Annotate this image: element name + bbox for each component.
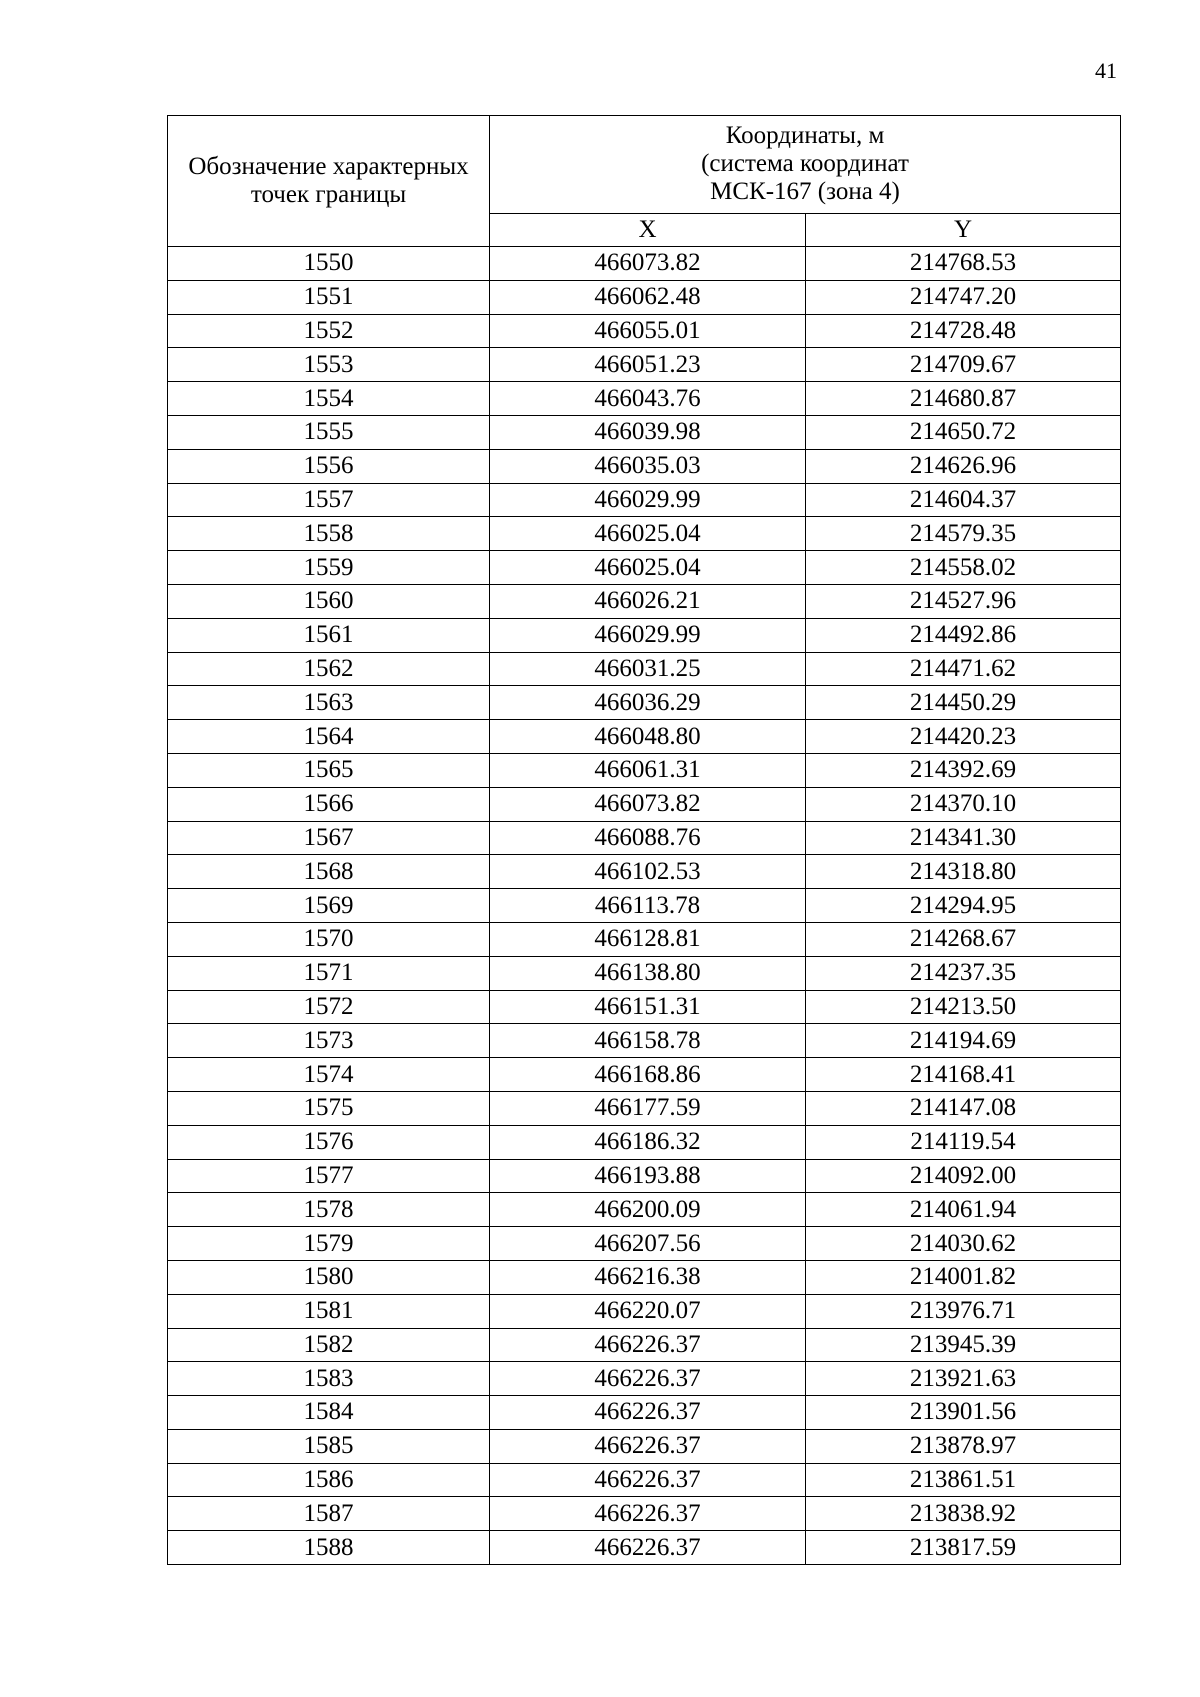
x-coordinate-cell: 466029.99	[490, 483, 806, 517]
table-row	[168, 382, 1121, 416]
table-row	[168, 1193, 1121, 1227]
table-row	[168, 449, 1121, 483]
y-coordinate-cell: 213901.56	[806, 1396, 1121, 1430]
y-coordinate-cell: 214147.08	[806, 1091, 1121, 1125]
y-coordinate-cell: 213838.92	[806, 1497, 1121, 1531]
y-coordinate-cell: 214626.96	[806, 449, 1121, 483]
point-cell: 1574	[168, 1058, 490, 1092]
table-row	[168, 1362, 1121, 1396]
x-coordinate-cell: 466226.37	[490, 1497, 806, 1531]
x-coordinate-cell: 466026.21	[490, 584, 806, 618]
x-coordinate-cell: 466216.38	[490, 1260, 806, 1294]
y-coordinate-cell: 214492.86	[806, 618, 1121, 652]
y-coordinate-cell: 213878.97	[806, 1429, 1121, 1463]
x-coordinate-cell: 466158.78	[490, 1024, 806, 1058]
table-row	[168, 1328, 1121, 1362]
y-coordinate-cell: 214450.29	[806, 686, 1121, 720]
point-cell: 1579	[168, 1227, 490, 1261]
x-coordinate-cell: 466031.25	[490, 652, 806, 686]
point-cell: 1572	[168, 990, 490, 1024]
x-coordinate-cell: 466102.53	[490, 855, 806, 889]
point-cell: 1552	[168, 314, 490, 348]
y-coordinate-cell: 214168.41	[806, 1058, 1121, 1092]
y-coordinate-cell: 214650.72	[806, 415, 1121, 449]
y-coordinate-cell: 214092.00	[806, 1159, 1121, 1193]
coordinates-table	[167, 115, 1121, 1565]
point-cell: 1566	[168, 787, 490, 821]
y-coordinate-cell: 214392.69	[806, 753, 1121, 787]
table-row	[168, 990, 1121, 1024]
table-row	[168, 889, 1121, 923]
x-coordinate-cell: 466025.04	[490, 517, 806, 551]
point-cell: 1551	[168, 280, 490, 314]
point-cell: 1570	[168, 922, 490, 956]
y-coordinate-cell: 214527.96	[806, 584, 1121, 618]
y-coordinate-cell: 213861.51	[806, 1463, 1121, 1497]
point-cell: 1583	[168, 1362, 490, 1396]
x-coordinate-cell: 466088.76	[490, 821, 806, 855]
point-cell: 1588	[168, 1531, 490, 1565]
point-cell: 1585	[168, 1429, 490, 1463]
y-coordinate-cell: 213921.63	[806, 1362, 1121, 1396]
point-cell: 1554	[168, 382, 490, 416]
y-coordinate-cell: 214768.53	[806, 247, 1121, 281]
table-row	[168, 280, 1121, 314]
table-row	[168, 753, 1121, 787]
point-cell: 1553	[168, 348, 490, 382]
y-coordinate-cell: 214579.35	[806, 517, 1121, 551]
table-row	[168, 483, 1121, 517]
point-cell: 1571	[168, 956, 490, 990]
point-cell: 1587	[168, 1497, 490, 1531]
table-row	[168, 720, 1121, 754]
point-cell: 1568	[168, 855, 490, 889]
x-coordinate-cell: 466036.29	[490, 686, 806, 720]
table-row	[168, 517, 1121, 551]
table-row	[168, 787, 1121, 821]
point-cell: 1556	[168, 449, 490, 483]
x-column-header: X	[490, 213, 806, 246]
point-cell: 1564	[168, 720, 490, 754]
x-coordinate-cell: 466226.37	[490, 1362, 806, 1396]
table-row	[168, 551, 1121, 585]
x-coordinate-cell: 466220.07	[490, 1294, 806, 1328]
y-coordinate-cell: 213817.59	[806, 1531, 1121, 1565]
x-coordinate-cell: 466226.37	[490, 1531, 806, 1565]
point-cell: 1558	[168, 517, 490, 551]
y-coordinate-cell: 214061.94	[806, 1193, 1121, 1227]
x-coordinate-cell: 466029.99	[490, 618, 806, 652]
table-header	[168, 116, 1121, 247]
x-coordinate-cell: 466025.04	[490, 551, 806, 585]
point-cell: 1563	[168, 686, 490, 720]
x-coordinate-cell: 466226.37	[490, 1429, 806, 1463]
x-coordinate-cell: 466226.37	[490, 1396, 806, 1430]
y-coordinate-cell: 214370.10	[806, 787, 1121, 821]
table-row	[168, 1429, 1121, 1463]
x-coordinate-cell: 466151.31	[490, 990, 806, 1024]
table-row	[168, 247, 1121, 281]
point-cell: 1584	[168, 1396, 490, 1430]
point-designation-header: Обозначение характерных точек границы	[168, 116, 490, 247]
x-coordinate-cell: 466128.81	[490, 922, 806, 956]
x-coordinate-cell: 466043.76	[490, 382, 806, 416]
table-row	[168, 686, 1121, 720]
table-row	[168, 1497, 1121, 1531]
table-row	[168, 821, 1121, 855]
y-coordinate-cell: 214680.87	[806, 382, 1121, 416]
point-cell: 1578	[168, 1193, 490, 1227]
x-coordinate-cell: 466048.80	[490, 720, 806, 754]
table-row	[168, 1463, 1121, 1497]
table-row	[168, 584, 1121, 618]
y-column-header: Y	[806, 213, 1121, 246]
page-number: 41	[1095, 58, 1117, 83]
y-coordinate-cell: 214318.80	[806, 855, 1121, 889]
point-cell: 1582	[168, 1328, 490, 1362]
table-row	[168, 1024, 1121, 1058]
point-cell: 1569	[168, 889, 490, 923]
point-cell: 1580	[168, 1260, 490, 1294]
table-row	[168, 1396, 1121, 1430]
point-cell: 1577	[168, 1159, 490, 1193]
y-coordinate-cell: 214268.67	[806, 922, 1121, 956]
y-coordinate-cell: 214237.35	[806, 956, 1121, 990]
coordinates-header-line: (система координат	[701, 150, 909, 178]
x-coordinate-cell: 466061.31	[490, 753, 806, 787]
table-row	[168, 1531, 1121, 1565]
table-row	[168, 618, 1121, 652]
y-coordinate-cell: 214709.67	[806, 348, 1121, 382]
table-row	[168, 922, 1121, 956]
table-row	[168, 348, 1121, 382]
table-row	[168, 1091, 1121, 1125]
table-row	[168, 956, 1121, 990]
point-cell: 1586	[168, 1463, 490, 1497]
x-coordinate-cell: 466177.59	[490, 1091, 806, 1125]
x-coordinate-cell: 466035.03	[490, 449, 806, 483]
x-coordinate-cell: 466073.82	[490, 787, 806, 821]
x-coordinate-cell: 466073.82	[490, 247, 806, 281]
y-coordinate-cell: 214341.30	[806, 821, 1121, 855]
point-cell: 1557	[168, 483, 490, 517]
coordinates-header-line: Координаты, м	[725, 122, 885, 150]
point-cell: 1561	[168, 618, 490, 652]
point-cell: 1560	[168, 584, 490, 618]
y-coordinate-cell: 214119.54	[806, 1125, 1121, 1159]
y-coordinate-cell: 213945.39	[806, 1328, 1121, 1362]
table-row	[168, 314, 1121, 348]
x-coordinate-cell: 466168.86	[490, 1058, 806, 1092]
point-cell: 1573	[168, 1024, 490, 1058]
x-coordinate-cell: 466200.09	[490, 1193, 806, 1227]
y-coordinate-cell: 214747.20	[806, 280, 1121, 314]
y-coordinate-cell: 214213.50	[806, 990, 1121, 1024]
coordinates-header-line: МСК-167 (зона 4)	[710, 178, 900, 206]
point-cell: 1576	[168, 1125, 490, 1159]
table-row	[168, 1294, 1121, 1328]
x-coordinate-cell: 466062.48	[490, 280, 806, 314]
x-coordinate-cell: 466186.32	[490, 1125, 806, 1159]
table-row	[168, 652, 1121, 686]
point-cell: 1565	[168, 753, 490, 787]
table-row	[168, 855, 1121, 889]
point-cell: 1581	[168, 1294, 490, 1328]
y-coordinate-cell: 214030.62	[806, 1227, 1121, 1261]
x-coordinate-cell: 466138.80	[490, 956, 806, 990]
y-coordinate-cell: 214471.62	[806, 652, 1121, 686]
y-coordinate-cell: 213976.71	[806, 1294, 1121, 1328]
point-cell: 1567	[168, 821, 490, 855]
y-coordinate-cell: 214604.37	[806, 483, 1121, 517]
y-coordinate-cell: 214558.02	[806, 551, 1121, 585]
y-coordinate-cell: 214294.95	[806, 889, 1121, 923]
table-row	[168, 1227, 1121, 1261]
point-cell: 1562	[168, 652, 490, 686]
y-coordinate-cell: 214728.48	[806, 314, 1121, 348]
x-coordinate-cell: 466226.37	[490, 1463, 806, 1497]
x-coordinate-cell: 466113.78	[490, 889, 806, 923]
coordinates-header	[490, 116, 1121, 214]
y-coordinate-cell: 214420.23	[806, 720, 1121, 754]
y-coordinate-cell: 214001.82	[806, 1260, 1121, 1294]
point-cell: 1559	[168, 551, 490, 585]
table-row	[168, 1260, 1121, 1294]
x-coordinate-cell: 466039.98	[490, 415, 806, 449]
table-row	[168, 1159, 1121, 1193]
table-row	[168, 1058, 1121, 1092]
y-coordinate-cell: 214194.69	[806, 1024, 1121, 1058]
table-body	[168, 247, 1121, 1565]
x-coordinate-cell: 466051.23	[490, 348, 806, 382]
point-cell: 1550	[168, 247, 490, 281]
x-coordinate-cell: 466055.01	[490, 314, 806, 348]
table-row	[168, 415, 1121, 449]
point-cell: 1555	[168, 415, 490, 449]
point-cell: 1575	[168, 1091, 490, 1125]
x-coordinate-cell: 466226.37	[490, 1328, 806, 1362]
x-coordinate-cell: 466207.56	[490, 1227, 806, 1261]
table-row	[168, 1125, 1121, 1159]
x-coordinate-cell: 466193.88	[490, 1159, 806, 1193]
